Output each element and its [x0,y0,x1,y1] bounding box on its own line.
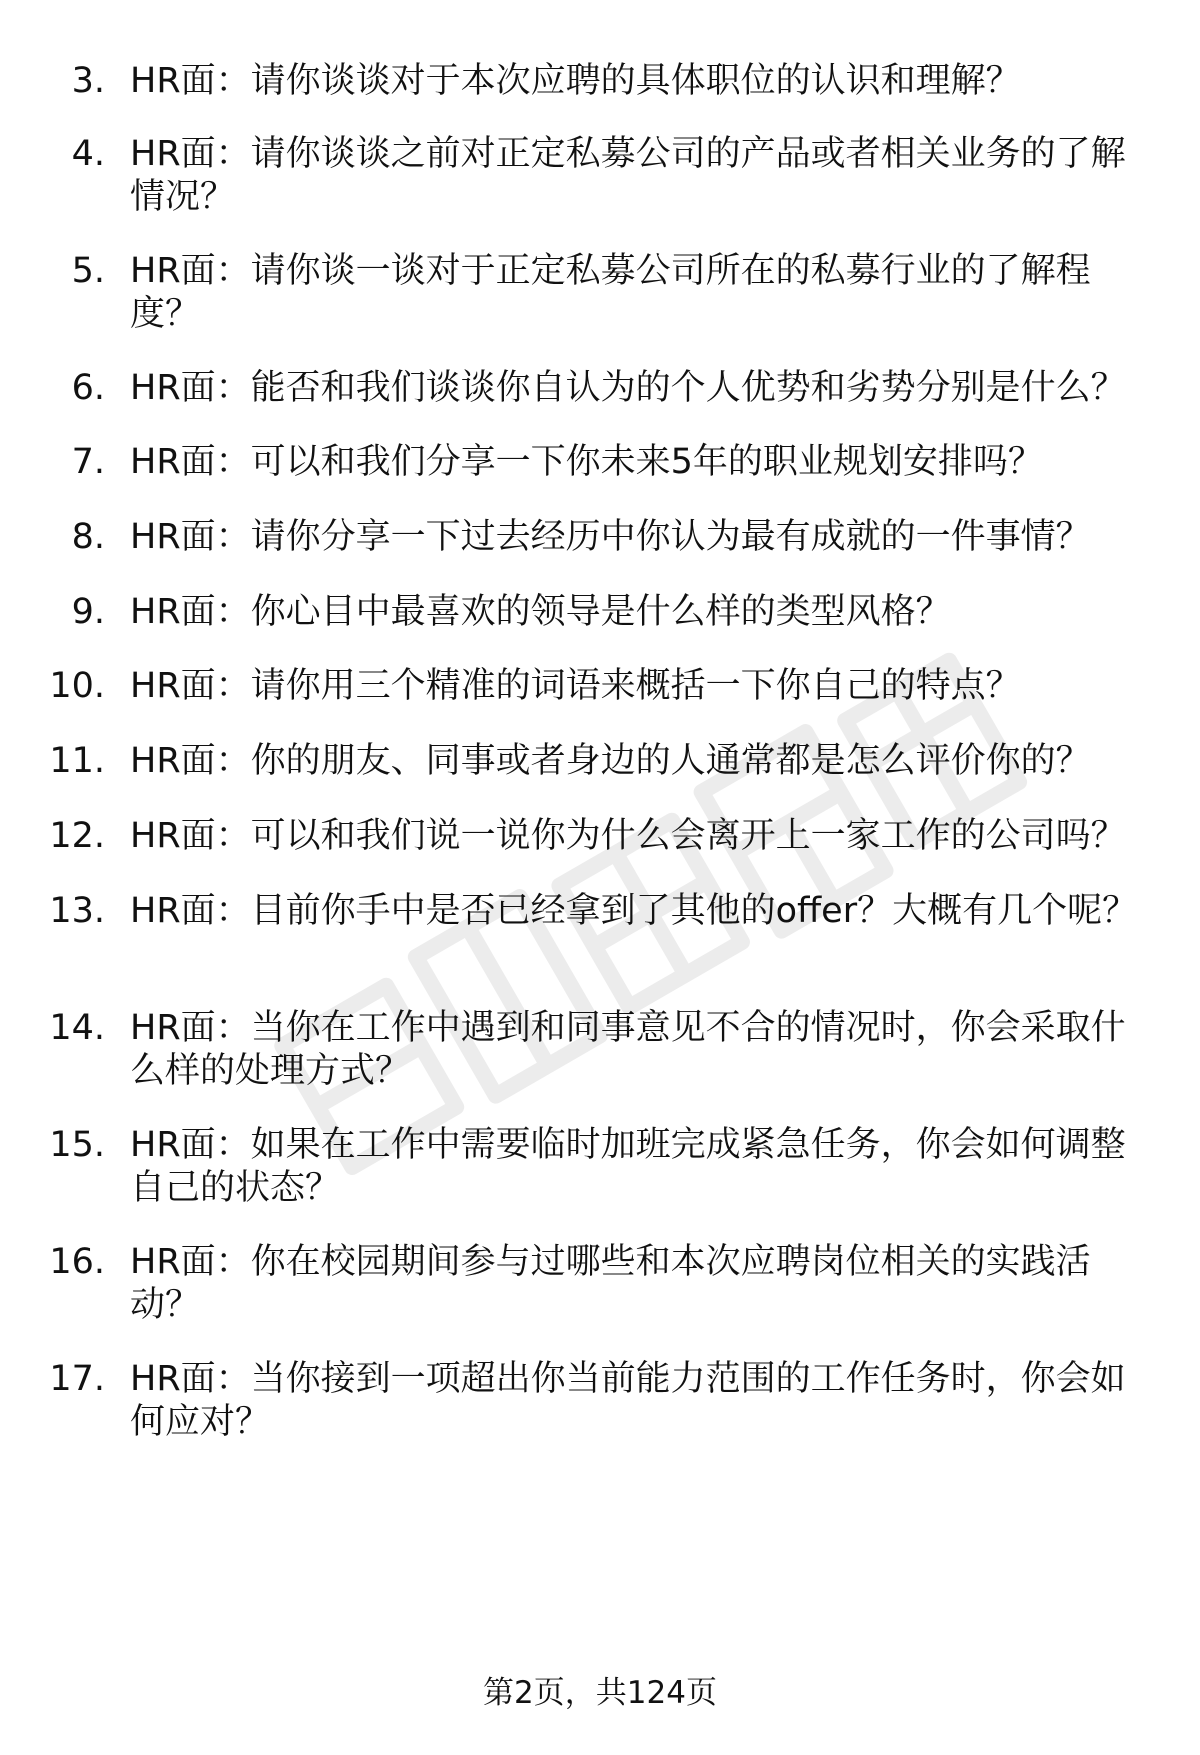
question-text: HR面：请你用三个精准的词语来概括一下你自己的特点？ [130,666,1021,706]
page-number-footer: 第2页，共124页 [483,1675,717,1711]
question-number: 17. [49,1359,105,1399]
question-number: 6. [71,368,105,408]
question-number: 7. [71,442,105,482]
question-number: 13. [49,891,105,931]
question-number: 10. [49,666,105,706]
question-text: HR面：你心目中最喜欢的领导是什么样的类型风格？ [130,592,951,632]
question-text: HR面：可以和我们说一说你为什么会离开上一家工作的公司吗？ [130,816,1126,856]
question-number: 3. [71,61,105,101]
question-number: 15. [49,1125,105,1165]
question-number: 12. [49,816,105,856]
question-text: HR面：能否和我们谈谈你自认为的个人优势和劣势分别是什么？ [130,368,1126,408]
question-text: HR面：请你谈一谈对于正定私募公司所在的私募行业的了解程度？ [130,251,1091,334]
question-text: HR面：目前你手中是否已经拿到了其他的offer？大概有几个呢？ [130,891,1138,931]
question-number: 14. [49,1008,105,1048]
question-number: 16. [49,1242,105,1282]
question-text: HR面：当你在工作中遇到和同事意见不合的情况时，你会采取什么样的处理方式？ [130,1008,1126,1091]
question-text: HR面：可以和我们分享一下你未来5年的职业规划安排吗？ [130,442,1043,482]
question-number: 4. [71,134,105,174]
question-number: 11. [49,741,105,781]
question-text: HR面：当你接到一项超出你当前能力范围的工作任务时，你会如何应对？ [130,1359,1126,1442]
question-text: HR面：请你分享一下过去经历中你认为最有成就的一件事情？ [130,517,1091,557]
question-number: 9. [71,592,105,632]
question-text: HR面：请你谈谈之前对正定私募公司的产品或者相关业务的了解情况？ [130,134,1126,217]
question-text: HR面：如果在工作中需要临时加班完成紧急任务，你会如何调整自己的状态？ [130,1125,1126,1208]
question-text: HR面：你的朋友、同事或者身边的人通常都是怎么评价你的？ [130,741,1091,781]
question-text: HR面：请你谈谈对于本次应聘的具体职位的认识和理解？ [130,61,1021,101]
question-text: HR面：你在校园期间参与过哪些和本次应聘岗位相关的实践活动？ [130,1242,1091,1325]
question-number: 8. [71,517,105,557]
question-number: 5. [71,251,105,291]
